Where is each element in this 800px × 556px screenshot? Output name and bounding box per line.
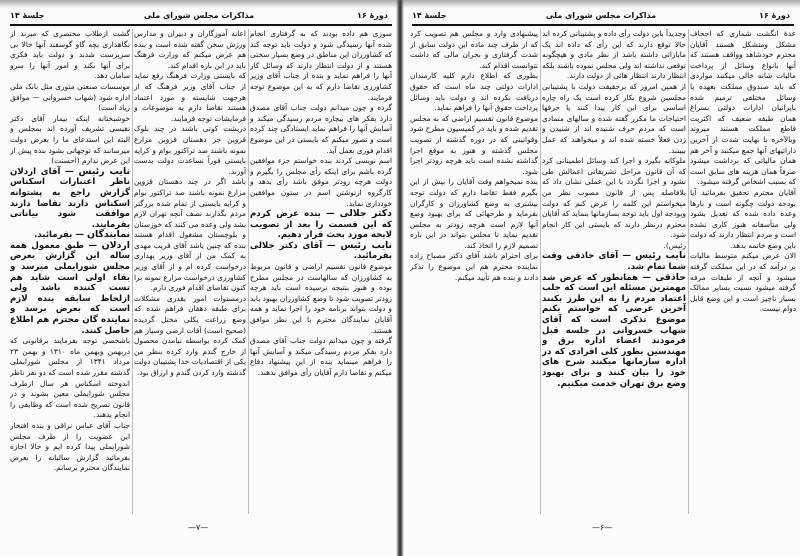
paragraph: بنده نمیخواهم وقت آقایان را بیش از این بگیرم فقط تقاضا دارم که دولت توجه بیشتری به وضع کشاورزان و کارگران بفرماید و طرحهائی که برای بهبود وضع آنها لازم است هرچه زودتر به مجلس تقدیم نماید تا مجلس بتواند در این باره تصمیم لازم را اتخاذ کند. <box>410 177 538 250</box>
paragraph: سوزی هم داده بودند که به گرفتاری انجام شده آنها رسیدگی شود و دولت باید توجه کند که کشاورزان این مناطق در وضع بسیار سختی هستند و از دولت انتظار دارند که وسائل کار آنها را فراهم نماید و بنده از جناب آقای وزیر کشاورزی تقاضا دارم که به این موضوع توجه فرمایند. <box>250 29 392 102</box>
session-label: جلسهٔ ۱۴ <box>10 11 45 20</box>
journal-title: مذاکرات مجلس شورای ملی <box>143 11 255 20</box>
header-rule <box>412 24 794 26</box>
column-divider <box>688 29 689 514</box>
speaker-name: نایب رئیس <box>78 165 130 177</box>
paragraph: باشد اگر در چند دهستان قزوین مزارع نمونه باشند صد تراکتور بوام و کرایه بایستی از تمام شده بزرگتر مردم بگذارند نصف آنچه تهران لازم بشد ولی وعده می کنند که خوزستان و بلوچستان مشغول اقدام هستند بنده که چنین باشد آقای قریب مهدی به کمک من از آقای وزیر پهداری درخواست کرده ام و از آقای وزیر کشاورزی درخواست مزارع نمونه برا کنون تقاضای اقدام فوری دارم. <box>134 177 246 293</box>
speech-text: — طبق معمول همه ساله این گزارش بعرض مجلس شورایملی میرسد و بقاء اولی است شاید هم تست کننده باشد ولی ازلحاظ سابقه بنده لازم است که بعرض برسد و نماینده گان محترم هم اطلاع حاصل کنند. <box>10 240 130 336</box>
running-head <box>412 11 790 23</box>
header-rule <box>10 24 392 26</box>
text-column-1 <box>250 29 392 514</box>
scan-shadow <box>0 0 800 8</box>
paragraph: که بایستی وزارت فرهنگ رفع نماید از جناب آقای وزیر فرهنگ که از هرجهت شایسته و مورد اعتماد هستند تقاضا دارم به موضوعات و فرمایشات توجه فرمایند. <box>134 71 246 123</box>
paragraph: اعانه آموزگاران و دبیران و مدارس ورزش سخن گفته شده است و بنده هم عرض میکنم که وزارت فرهنگ باید در این باره اقدام کند. <box>134 29 246 70</box>
paragraph: الان عرض میکنم متوسط مالیات بر درآمد که در این مملکت گرفته میشود و آنچه از طبقات مرفه گرفته میشود نسبت بسایر ممالک بسیار ناچیز است و این وضع قابل دوام نیست. <box>690 251 796 314</box>
running-head <box>10 11 388 23</box>
book-gutter <box>396 0 404 556</box>
text-column-2 <box>542 29 686 514</box>
paragraph: برای احترام باشد آقای دکتر مصباح زاده نماینده محترم هم این موضوع را تذکر دادند و بنده هم تأیید میکنم. <box>410 251 538 282</box>
speech-text: — آقای حاذقی وقت شما تمام شد. <box>542 251 686 273</box>
paragraph: موسسات صنعتی متوری مثل بانک ملی اداره شود (شهاب خسروانی — موافق زیاد است) <box>10 81 130 113</box>
period-label: دورهٔ ۱۶ <box>357 11 388 20</box>
speaker-paragraph <box>10 167 130 231</box>
paragraph: موضوع قانون تقسیم اراضی و قانون مربوط به کشاورزان که سالهاست در مجلس مطرح بوده و هنوز بنتیجه نرسیده است باید هرچه زودتر تصویب شود تا وضع کشاورزان بهبود یابد و دولت بتواند برنامه خود را اجرا نماید و همه آقایان نمایندگان محترم با این نظر موافق هستند. <box>250 262 392 335</box>
paragraph: باشخصی توجه بفرمایند برقانونی که دربهمن وبهمن ماه ۱۳۱۰ و بهمن ۲۳ مرداد ۱۳۴۱ از مجلس شورایملی گذشته مقرر شده است که دو نفر ناظر اندوخته اسکناس هر سال ازطرف مجلس شورایملی معین بشوند و در قانون تصریح شده است که وظایفی را انجام بدهند. <box>10 336 130 420</box>
speech-text: — همانطور که عرض شد مهمترین مسئله این است که جلب اعتماد مردم را به این طرز بکنند آخرین عرضی که خواستم بکنم موضوع تذکری است که آقای شهاب خسروانی در جلسه قبل فرمودند اعضاء اداره برق و مهندسین بطور کلی افرادی که در اداره سازمانها میکنند شرح های خود را بیان کنند و برای بهبود وضع برق تهران خدمت میکنیم. <box>542 272 686 389</box>
paragraph: اسم نویسی کردند بنده خواستم جزء موافقین گرده باشم برای اینکه رأی مجلس را بگیرم و دولت هرچه زودتر موفق باشد رأی بدهد و کارگروه ازنوشتن اسم در ستون موافقین خودداری نماید. <box>250 156 392 208</box>
page-number: —۶— <box>592 523 613 532</box>
paragraph: آقایان محترم تحقیق بفرمائید آیا بودجه دولت چگونه است و بارها وعده داده شده که تعدیل بشود ولی متأسفانه هنوز کاری نشده است و مردم انتظار دارند که دولت باین وضع خاتمه بدهد. <box>690 187 796 250</box>
paragraph: گرده و چون میدانم دولت جناب آقای مصدق دارد بفکر های بیچاره مردم رسیدگی میکند و آسایش آنها را فراهم نماید ایستادگی چند کرده است و تصور میکنم که بایستی در این موضوع اقدام فوری بعمل آید. <box>250 103 392 155</box>
speaker-name: نمایندگان <box>86 229 130 241</box>
paragraph: گشت ازطلاب مختصری که میرند از نگاهداری بچه گاو گوسفند آنها حالا بی سرپرست شدند و دولت باید فکری برای آنها بکند و امور آنها را سرو سامان دهد. <box>10 29 130 81</box>
text-column-3 <box>10 29 130 514</box>
column-divider <box>540 29 541 514</box>
paragraph: گرفته و چون میدانم دولت جناب آقای مصدق دارد بفکر مردم رسیدگی میکند و آسایش آنها را فراهم مینماید بنده از این پیشنهاد دفاع میکنم و تقاضا دارم آقایان رأی موافق بدهند. <box>250 336 392 377</box>
speaker-paragraph <box>250 241 392 262</box>
paragraph: خوشبختانه اینکه بیمار آقای دکتر نفیسی تشریف آورده اند بمجلس و البته این استدعای ما را بعرض دولت میرسانند که توجهاتی بشود بنده پیش از این عرض ندارم (احسنت) <box>10 113 130 166</box>
paragraph: موضوع قانون تقسیم اراضی که به مجلس تقدیم شده و باید در کمیسیون مطرح شود وقوانینی که در دوره گذشته از تصویب مجلس گذشته و هنوز به موقع اجرا گذاشته نشده است باید هرچه زودتر اجرا شود. <box>410 113 538 176</box>
speaker-name: دکتر جلالی <box>339 208 392 220</box>
speaker-paragraph <box>250 209 392 241</box>
session-label: جلسهٔ ۱۴ <box>412 11 447 20</box>
journal-title: مذاکرات مجلس شورای ملی <box>545 11 657 20</box>
period-label: دورهٔ ۱۶ <box>759 11 790 20</box>
speech-text: — بفرمائید. <box>34 230 87 241</box>
speaker-paragraph <box>542 251 686 272</box>
speech-text: — آقای اردلان ناظر اعتبارات اسکناس گزارش راجع به پشتوانه اسکناس دارند تقاضا دارند موافقت شود بیاناتی بفرمایند. <box>10 166 130 230</box>
speech-text: — آقای دکتر جلالی بفرمائید. <box>250 240 392 262</box>
paragraph: ملوکانه بگیرد و اجرا کند وسائل اطمینانی کرد که آن قانون مراحل تشریفاتی اعمالش طی نشود و اجرا نگردد با این عملی نشان داد که بلافاصله پس از قانون مصوب نظر من میخواستم این کلمه را عرض کنم که دولت وبودجه اول باید توجه بسازمانها بنماید که آقایان محترم درنظر دارند که بایستی این کار انجام شود. <box>542 156 686 240</box>
speaker-name: نایب رئیس <box>340 239 392 251</box>
page-number: —۷— <box>188 523 209 532</box>
speaker-paragraph <box>10 241 130 336</box>
left-page <box>0 0 398 556</box>
speaker-name: حاذقی <box>655 271 686 283</box>
column-divider <box>132 29 133 514</box>
paragraph: از همین امروز که برحقیقت دولت با پشتیبانی مجلسین شروع بکار کرده است یک راه چاره اساسی برای این کار پیدا کنند یا حرفها احتیاجات ما مکرر گفته شده و سالهای متمادی است که مردم حرف شنیده اند از شنیدن و زدن فعلاً خسته شده اند و میخواهند که عمل ببینند. <box>542 81 686 155</box>
paragraph: دریشت کوتی باشند در چند بلوک قزوین جز دهستان قزوین مزارع نمونه باشند صد تراکتور بوام و کرایه بایستی فوراً نساعدت دولت بدست آورند. <box>134 124 246 176</box>
paragraph: وجدیداً باین دولت رأی داده و پشتیبانی کرده اند حالا توقع دارند که این رأی که داده اند یک مابازائی داشته باشد از نظر مادی و هیچگونه توقعی نداشته اند ولی مجلس نموده باشند بلکه انتظار دارند انتظار هائی از دولت دارند. <box>542 29 686 81</box>
paragraph: رئیس). <box>663 240 686 250</box>
text-column-2 <box>134 29 246 514</box>
speech-text: — بنده عرض کردم که این قسمت را بعد از تصویب لایحه مورد بحث قرار دهیم. <box>250 209 392 241</box>
paragraph: پیشنهادی وارد و مجلس هم تصویب کرد که از طرف چند ماده این دولت سابق از شدت گرفتاری و بحران مالی که داشت نتوانست اقدام کند. <box>410 29 538 70</box>
column-divider <box>248 29 249 514</box>
paragraph: درمستوات امور بقدری مشکلات برای طبقه دهقان فراهم شده که وضع زراعت یکلی مختل گردیده (صحیح است) آقات ارضی وسیار هم کمک کرده بواسطه نیامدن محصول از خارج گندم وارد کرده بنظر من یکی از اقتصادیات خدا پشتیبان دولت گذشته وارد کردن گندم و ارزاق بود. <box>134 293 246 377</box>
text-column-1 <box>690 29 796 514</box>
speaker-name: نایب رئیس <box>635 250 686 262</box>
text-column-3 <box>410 29 538 514</box>
speaker-paragraph <box>542 273 686 390</box>
paragraph: جناب آقای عباس نراقی و بنده افتخار این عضویت را از طرف مجلس شورایملی پیدا کرده ایم و حالا اجازه بفرمائید گزارش سالیانه را بعرض نمایندگان محترم برسانم. <box>10 420 130 473</box>
paragraph: عدهٔ انگشت شماری که اجحاف مشکل ومتشکل هستند آقایان محترم خودشاهد وواقف هستند که آنها بانواع وسائل از پرداخت مالیات شانه خالی میکنند مواردی که باید صندوق مملکت بعهده یا وسائل مختلفی ترمیم شده بایرانیان ادارات دولتی بسراغ همان طبقه ضعیف که اکثریت قاطع مملکت هستند میروند وبالآخره با نهایت شدت از آخرین دارائیهای آنها جمع میکنند و آخر هم همان مالیاتی که برداشت میشود صرفاً همان هزینه های سابق است که بسبب اشخاص گرفته میشود. <box>690 29 796 187</box>
paragraph: بطوری که اطلاع دارم کلیه کارمندان ادارات دولتی چند ماه است که حقوق دریافت نکرده اند و دولت باید وسائل پرداخت حقوق آنها را فراهم نماید. <box>410 71 538 113</box>
right-page <box>402 0 800 556</box>
speaker-name: اردلان <box>101 239 130 251</box>
